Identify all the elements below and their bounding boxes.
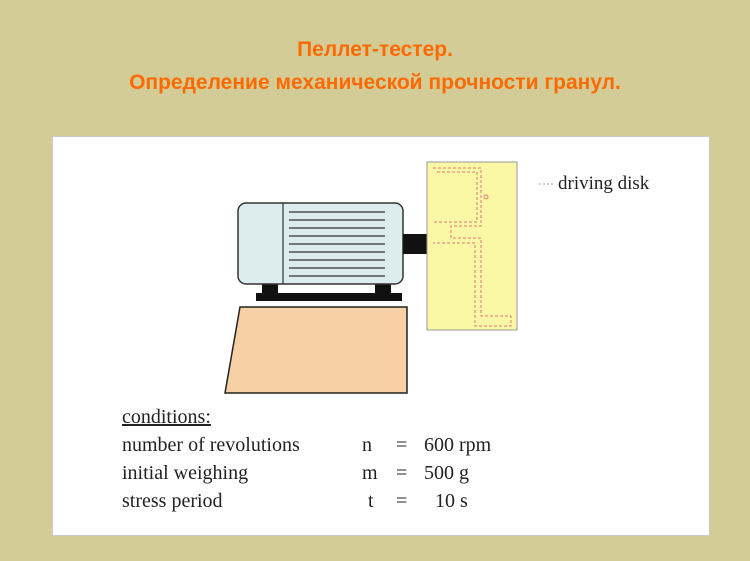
condition-name: number of revolutions <box>122 434 300 456</box>
condition-symbol: n <box>362 434 372 456</box>
condition-equals: = <box>396 490 408 512</box>
condition-value: 500 g <box>424 462 469 484</box>
condition-equals: = <box>396 434 408 456</box>
condition-value: 600 rpm <box>424 434 492 456</box>
condition-name: initial weighing <box>122 462 249 484</box>
condition-symbol: m <box>362 462 378 484</box>
base-stand <box>225 307 407 393</box>
motor-mount-plate <box>256 293 402 301</box>
driving-disk <box>427 162 517 330</box>
conditions-heading: conditions: <box>122 406 211 428</box>
diagram-panel <box>52 136 710 536</box>
driving-disk-label: driving disk <box>558 173 650 194</box>
condition-symbol: t <box>368 490 374 512</box>
motor-shaft <box>403 234 427 254</box>
condition-value: 10 s <box>435 490 468 512</box>
condition-name: stress period <box>122 490 223 512</box>
title-line-1: Пеллет-тестер. <box>297 38 453 61</box>
title-line-2: Определение механической прочности гранул. <box>129 71 621 94</box>
condition-equals: = <box>396 462 408 484</box>
conditions-table <box>122 431 542 521</box>
